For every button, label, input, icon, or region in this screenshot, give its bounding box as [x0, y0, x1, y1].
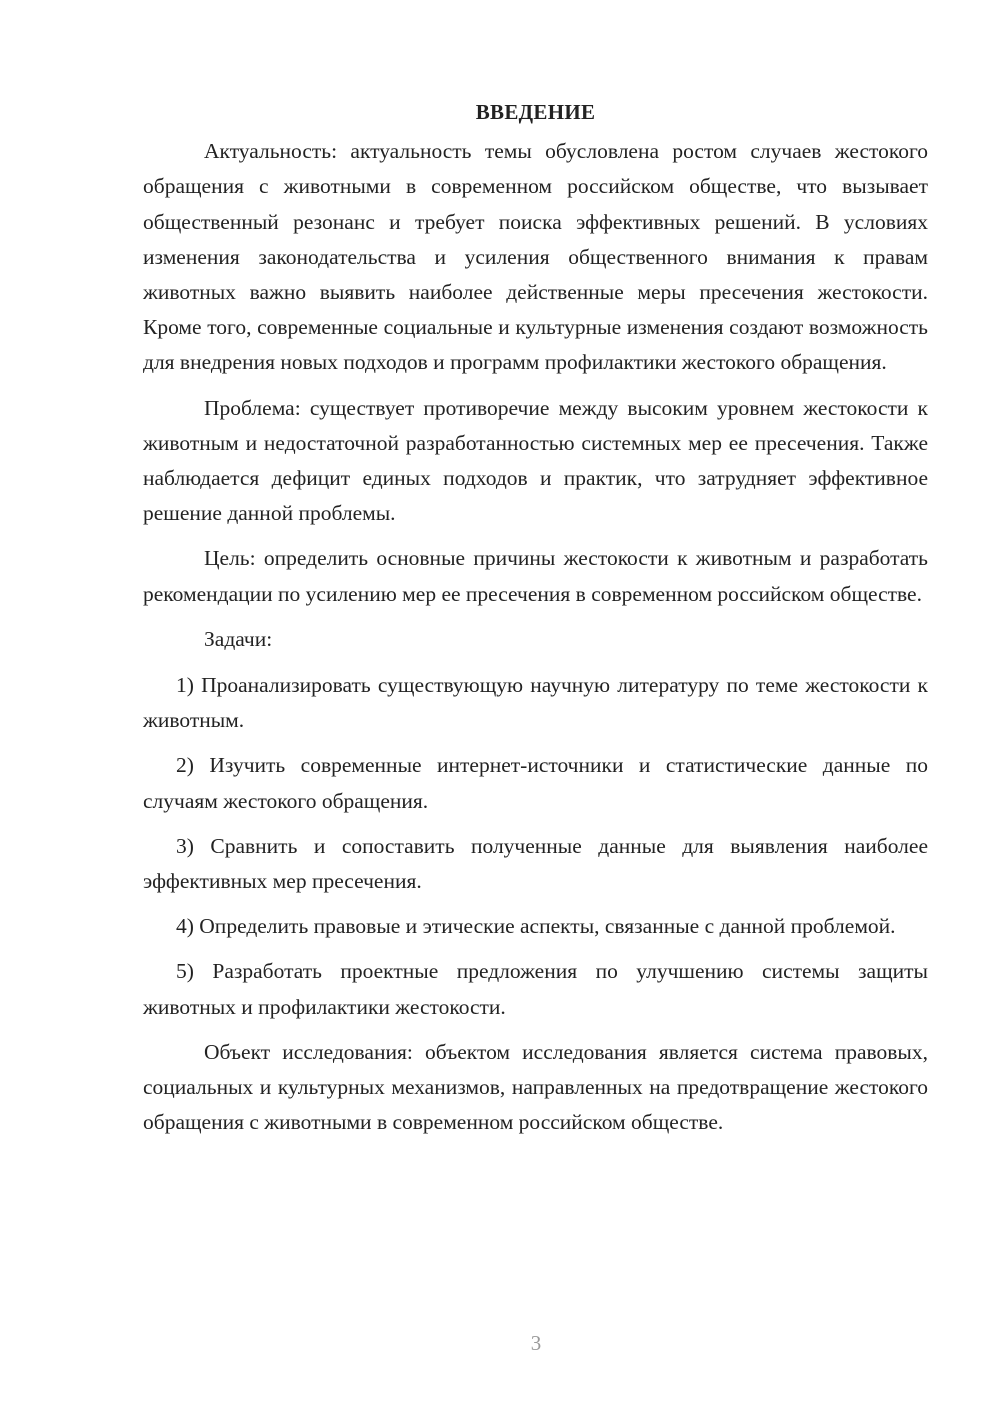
task-item: 3) Сравнить и сопоставить полученные данные для выявления наиболее эффективных мер пресечения.	[143, 833, 928, 894]
section-title: ВВЕДЕНИЕ	[475, 100, 596, 124]
task-item: 1) Проанализировать существующую научную литературу по теме жестокости к животным.	[143, 673, 928, 733]
task-item: 2) Изучить современные интернет-источники и статистические данные по случаям жестокого обращения.	[143, 753, 928, 813]
problem-paragraph: Проблема: существует противоречие между высоким уровнем жестокости к животным и недостаточной разработанностью системных мер ее пресечения. Также наблюдается дефицит единых подходов и практик, что затрудняет эффективное решение данной проблемы.	[143, 395, 928, 526]
relevance-paragraph: Актуальность: актуальность темы обусловлена ростом случаев жестокого обращения с животными в современном российском обществе, что вызывает общественный резонанс и требует поиска эффективных решений. В условиях изменения законодательства и усиления общественного внимания к правам животных важно выявить наиболее действенные меры пресечения жестокости. Кроме того, современные социальные и культурные изменения создают возможность для внедрения новых подходов и программ профилактики жестокого обращения.	[143, 139, 928, 375]
research-object-paragraph: Объект исследования: объектом исследования является система правовых, социальных и культурных механизмов, направленных на предотвращение жестокого обращения с животными в современном российском обществе.	[143, 1039, 928, 1135]
task-item: 5) Разработать проектные предложения по улучшению системы защиты животных и профилактики жестокости.	[143, 959, 928, 1019]
goal-paragraph: Цель: определить основные причины жестокости к животным и разработать рекомендации по усилению мер ее пресечения в современном российском обществе.	[143, 546, 928, 606]
tasks-heading: Задачи:	[204, 626, 273, 651]
document-page	[143, 95, 928, 1150]
page-number: 3	[530, 1331, 542, 1355]
task-item: 4) Определить правовые и этические аспекты, связанные с данной проблемой.	[176, 914, 896, 939]
